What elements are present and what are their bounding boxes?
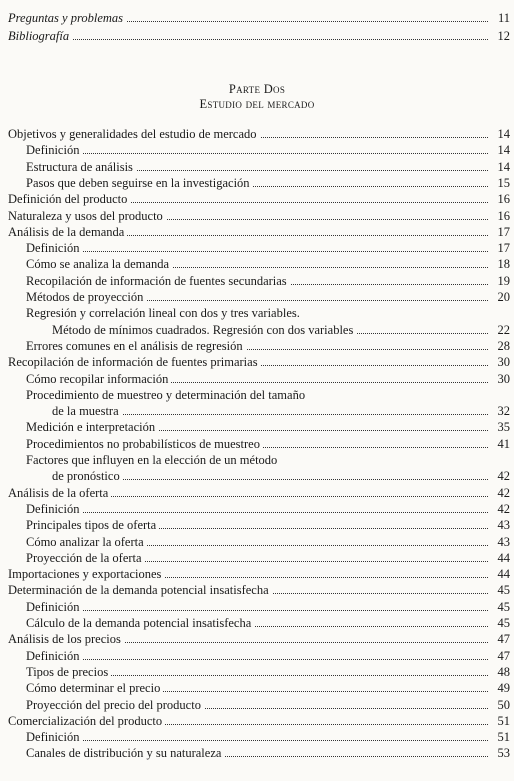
toc-entry-page: 42	[488, 485, 510, 501]
dot-leader	[26, 610, 488, 611]
toc-entry-label: Definición	[26, 729, 82, 745]
toc-entry-label: Definición del producto	[8, 191, 130, 207]
toc-entry-page: 16	[488, 191, 510, 207]
toc-entry-page: 11	[488, 10, 510, 26]
toc-entry-label: Análisis de la demanda	[8, 224, 127, 240]
toc-entry-page: 44	[488, 550, 510, 566]
toc-entry	[0, 159, 514, 175]
toc-entry-page: 45	[488, 599, 510, 615]
toc-entry-label: Cómo determinar el precio	[26, 680, 163, 696]
toc-entry	[0, 142, 514, 158]
toc-entry-page: 19	[488, 273, 510, 289]
toc-entry	[0, 697, 514, 713]
toc-entry-label: Definición	[26, 501, 82, 517]
toc-entry	[0, 648, 514, 664]
toc-entry-page: 20	[488, 289, 510, 305]
toc-entry-page: 43	[488, 534, 510, 550]
toc-entry-label: Determinación de la demanda potencial insatisfecha	[8, 582, 272, 598]
toc-entry-page: 49	[488, 680, 510, 696]
toc-entry-label: Procedimiento de muestreo y determinación del tamaño	[26, 387, 308, 403]
toc-entry-label: Pasos que deben seguirse en la investigación	[26, 175, 253, 191]
toc-entry-page: 47	[488, 631, 510, 647]
toc-entry-label: Estructura de análisis	[26, 159, 136, 175]
toc-entry-label: Proyección de la oferta	[26, 550, 145, 566]
toc-entry	[0, 534, 514, 550]
toc-entry-label: Objetivos y generalidades del estudio de mercado	[8, 126, 260, 142]
toc-entry	[0, 729, 514, 745]
toc-entry	[0, 566, 514, 582]
toc-entry-label: Análisis de los precios	[8, 631, 124, 647]
toc-entry	[0, 582, 514, 598]
toc-entry	[0, 485, 514, 501]
toc-entry-page: 14	[488, 142, 510, 158]
toc-entry-page: 47	[488, 648, 510, 664]
toc-entry-page: 43	[488, 517, 510, 533]
toc-entry	[0, 468, 514, 484]
toc-entry	[0, 175, 514, 191]
dot-leader	[26, 512, 488, 513]
toc-entry-page: 30	[488, 354, 510, 370]
toc-entry	[0, 517, 514, 533]
toc-entry	[0, 191, 514, 207]
toc-entry	[0, 240, 514, 256]
toc-entry-label: Principales tipos de oferta	[26, 517, 159, 533]
toc-entry-label: de pronóstico	[52, 468, 123, 484]
toc-entry-page: 35	[488, 419, 510, 435]
toc-entry-page: 18	[488, 256, 510, 272]
toc-entry	[0, 664, 514, 680]
toc-entry	[0, 273, 514, 289]
part-subheading: Estudio del mercado	[199, 97, 315, 111]
toc-entry	[0, 452, 514, 468]
toc-entry	[0, 615, 514, 631]
toc-entry-label: Análisis de la oferta	[8, 485, 111, 501]
toc-entry-page: 51	[488, 713, 510, 729]
toc-entry-page: 12	[488, 28, 510, 44]
toc-entry	[0, 436, 514, 452]
toc-entry	[0, 289, 514, 305]
toc-entry-label: Procedimientos no probabilísticos de muestreo	[26, 436, 263, 452]
toc-entry-label: Regresión y correlación lineal con dos y tres variables.	[26, 305, 303, 321]
toc-entry	[0, 126, 514, 142]
part-heading: Parte Dos	[228, 82, 286, 96]
toc-entry-page: 42	[488, 501, 510, 517]
dot-leader	[26, 740, 488, 741]
toc-entry-page: 50	[488, 697, 510, 713]
toc-entry	[0, 631, 514, 647]
toc-entry-page: 14	[488, 159, 510, 175]
toc-entry	[0, 354, 514, 370]
toc-entry-label: Cómo se analiza la demanda	[26, 256, 172, 272]
toc-entry-page: 45	[488, 582, 510, 598]
toc-entry-page: 42	[488, 468, 510, 484]
toc-entry-label: Comercialización del producto	[8, 713, 165, 729]
toc-entry-label: Bibliografía	[8, 28, 72, 44]
toc-entry-page: 30	[488, 371, 510, 387]
toc-entry-page: 48	[488, 664, 510, 680]
toc-entry-label: Método de mínimos cuadrados. Regresión con dos variables	[52, 322, 356, 338]
toc-entry-page: 53	[488, 745, 510, 761]
toc-entry-label: Definición	[26, 648, 82, 664]
toc-entry	[0, 745, 514, 761]
toc-entry-label: Cómo recopilar información	[26, 371, 171, 387]
toc-entry	[0, 371, 514, 387]
toc-entry-label: Recopilación de información de fuentes primarias	[8, 354, 261, 370]
toc-entry-label: Canales de distribución y su naturaleza	[26, 745, 224, 761]
toc-entry-label: Naturaleza y usos del producto	[8, 208, 166, 224]
toc-entry	[0, 10, 514, 26]
toc-entry-label: Tipos de precios	[26, 664, 111, 680]
toc-entry-page: 41	[488, 436, 510, 452]
toc-entry-label: Medición e interpretación	[26, 419, 158, 435]
toc-entry-label: Definición	[26, 599, 82, 615]
toc-entry-page: 17	[488, 224, 510, 240]
toc-entry	[0, 256, 514, 272]
toc-entry-page: 14	[488, 126, 510, 142]
toc-entry-label: Proyección del precio del producto	[26, 697, 204, 713]
toc-entry-label: Preguntas y problemas	[8, 10, 126, 26]
toc-entry-label: Cómo analizar la oferta	[26, 534, 147, 550]
toc-entry	[0, 599, 514, 615]
toc-entry	[0, 224, 514, 240]
toc-entry-label: Métodos de proyección	[26, 289, 146, 305]
toc-entry-label: Recopilación de información de fuentes secundarias	[26, 273, 290, 289]
dot-leader	[26, 153, 488, 154]
toc-entry	[0, 338, 514, 354]
toc-entry-page: 45	[488, 615, 510, 631]
toc-entry-page: 32	[488, 403, 510, 419]
toc-entry-label: Cálculo de la demanda potencial insatisfecha	[26, 615, 254, 631]
toc-entry-page: 51	[488, 729, 510, 745]
toc-entry	[0, 680, 514, 696]
toc-entry	[0, 387, 514, 403]
toc-entry-label: Definición	[26, 142, 82, 158]
toc-entry-page: 44	[488, 566, 510, 582]
toc-entry	[0, 208, 514, 224]
toc-entry	[0, 550, 514, 566]
toc-entry-page: 16	[488, 208, 510, 224]
dot-leader	[26, 251, 488, 252]
toc-entry-page: 22	[488, 322, 510, 338]
dot-leader	[8, 39, 488, 40]
toc-entry-page: 28	[488, 338, 510, 354]
toc-entry	[0, 305, 514, 321]
toc-entry	[0, 419, 514, 435]
toc-entry-page: 17	[488, 240, 510, 256]
toc-entry-label: Factores que influyen en la elección de un método	[26, 452, 280, 468]
toc-entry-label: Definición	[26, 240, 82, 256]
dot-leader	[26, 659, 488, 660]
toc-entry	[0, 501, 514, 517]
toc-entry	[0, 322, 514, 338]
toc-entry	[0, 28, 514, 44]
toc-entry-label: Errores comunes en el análisis de regresión	[26, 338, 246, 354]
toc-entry-page: 15	[488, 175, 510, 191]
toc-entry-label: de la muestra	[52, 403, 122, 419]
toc-entry	[0, 713, 514, 729]
toc-entry-label: Importaciones y exportaciones	[8, 566, 164, 582]
toc-entry	[0, 403, 514, 419]
